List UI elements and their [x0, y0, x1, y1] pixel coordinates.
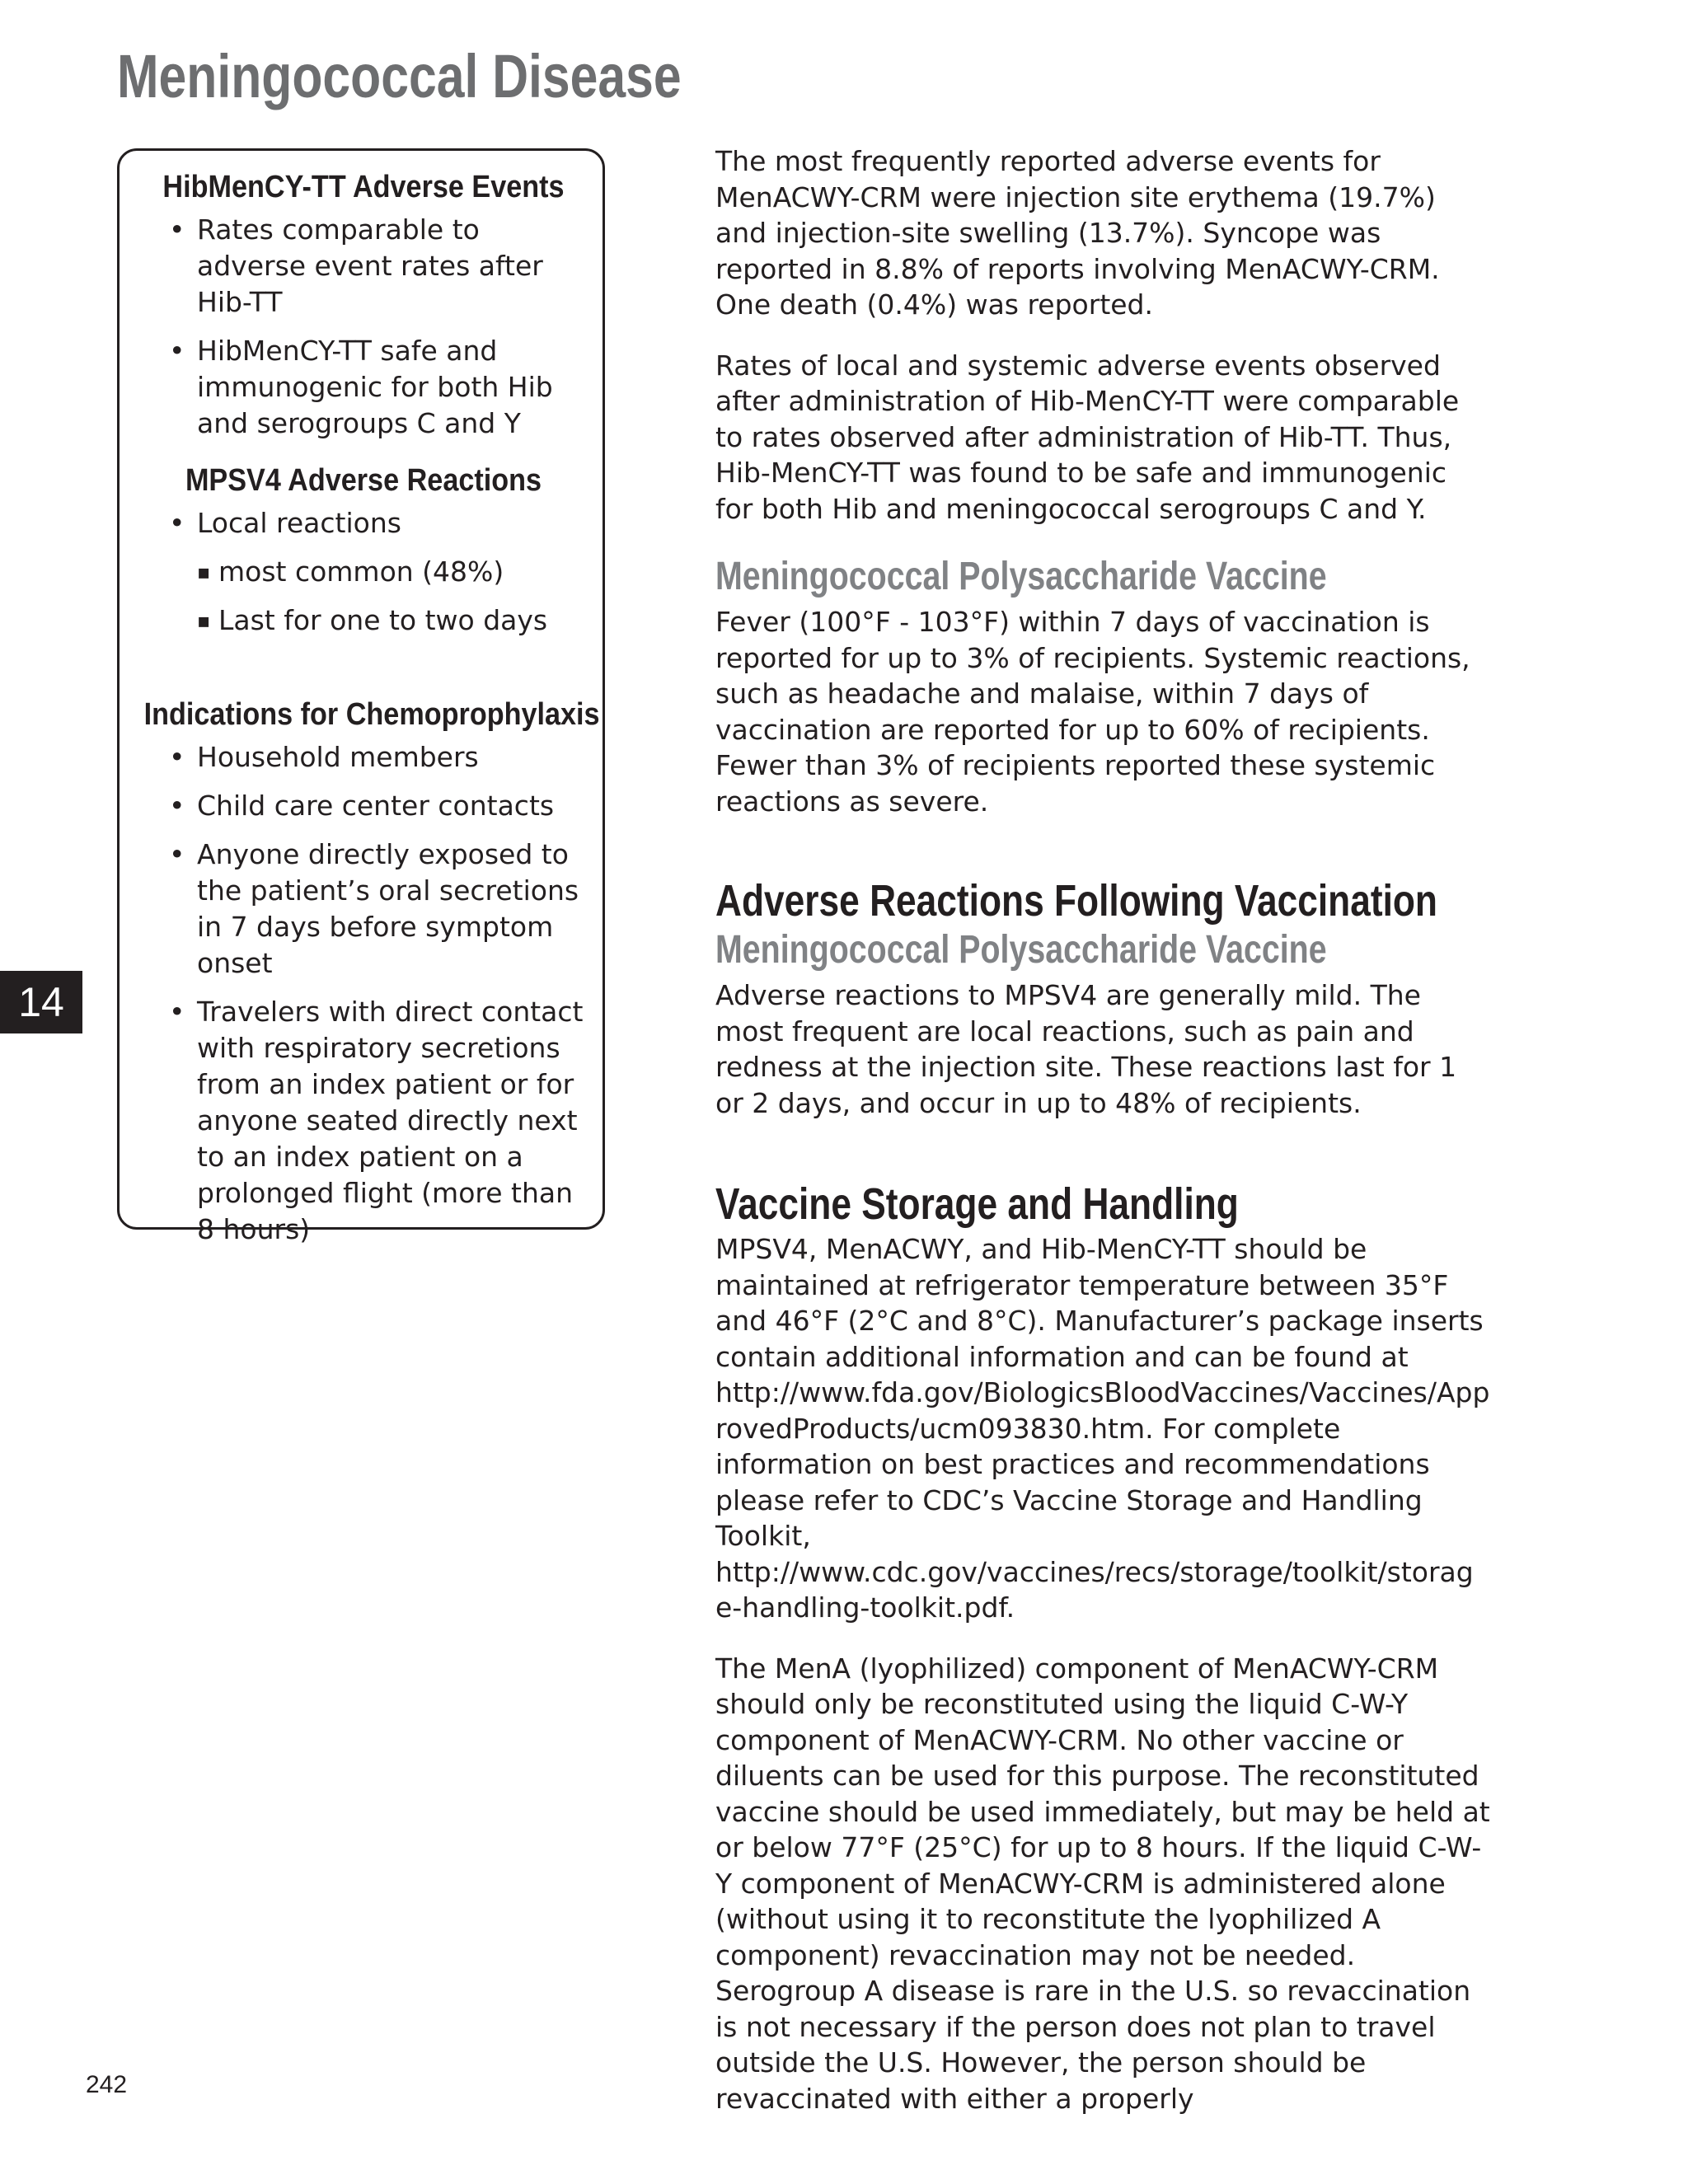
paragraph-mpsv-fever: Fever (100°F - 103°F) within 7 days of vaccination is reported for up to 3% of recipients. Systemic reactions, such as headache and malaise, within 7 days of vaccination are reported for up to 60% of recipients. Fewer than 3% of recipients reported these systemic reactions as severe. [715, 606, 1470, 818]
list-subitem: ▪ Last for one to two days [164, 602, 576, 639]
chapter-tab: 14 [0, 971, 82, 1033]
chemoprophylaxis-list [164, 739, 584, 1248]
hib-adverse-events-list [164, 212, 576, 442]
mpsv-subheading-2: Meningococcal Polysaccharide Vaccine [715, 928, 1327, 972]
page-number: 242 [86, 2071, 128, 2098]
paragraph-storage: MPSV4, MenACWY, and Hib-MenCY-TT should be maintained at refrigerator temperature between 35°F and 46°F (2°C and 8°C). Manufacturer’s package inserts contain additional information and can be found at http://www.fda.gov/BiologicsBloodVaccines/Vaccines/ApprovedProducts/ucm093830.htm. For complete information on best practices and recommendations please refer to CDC’s Vaccine Storage and Handling Toolkit, http://www.cdc.gov/vaccines/recs/storage/toolkit/storage-handling-toolkit.pdf. [715, 1233, 1490, 1624]
paragraph-hibmency-adverse-events: Rates of local and systemic adverse events observed after administration of Hib-MenCY-TT were comparable to rates observed after administration of Hib-TT. Thus, Hib-MenCY-TT was found to be safe and immunogenic for both Hib and meningococcal serogroups C and Y. [715, 349, 1460, 525]
paragraph-mpsv-adverse-reactions: Adverse reactions to MPSV4 are generally mild. The most frequent are local reactions, such as pain and redness at the injection site. These reactions last for 1 or 2 days, and occur in up to 48% of recipients. [715, 979, 1457, 1119]
list-item: • Child care center contacts [164, 788, 584, 824]
list-item: • Anyone directly exposed to the patient’s oral secretions in 7 days before symptom onset [164, 837, 584, 982]
mpsv4-adverse-reactions-heading: MPSV4 Adverse Reactions [185, 463, 542, 498]
hib-adverse-events-heading: HibMenCY-TT Adverse Events [162, 170, 565, 204]
page-title: Meningococcal Disease [117, 42, 682, 110]
list-item: • Household members [164, 739, 584, 776]
list-item: • Travelers with direct contact with respiratory secretions from an index patient or for anyone seated directly next to an index patient on a prolonged flight (more than 8 hours) [164, 994, 584, 1248]
sidebar-summary-box [117, 148, 605, 1245]
main-column [715, 143, 1490, 2116]
list-subitem: ▪ most common (48%) [164, 554, 576, 590]
mpsv4-adverse-reactions-list [164, 505, 576, 639]
list-item: • Local reactions [164, 505, 576, 541]
list-item: • HibMenCY-TT safe and immunogenic for both Hib and serogroups C and Y [164, 333, 576, 442]
chemoprophylaxis-heading: Indications for Chemoprophylaxis [143, 697, 600, 732]
adverse-reactions-heading: Adverse Reactions Following Vaccination [715, 876, 1437, 926]
list-item: • Rates comparable to adverse event rates after Hib-TT [164, 212, 576, 321]
storage-handling-heading: Vaccine Storage and Handling [715, 1179, 1239, 1229]
mpsv-subheading: Meningococcal Polysaccharide Vaccine [715, 555, 1327, 598]
paragraph-menacwy-adverse-events: The most frequently reported adverse events for MenACWY-CRM were injection site erythema (19.7%) and injection-site swelling (13.7%). Syncope was reported in 8.8% of reports involving MenACWY-CRM. One death (0.4%) was reported. [715, 145, 1440, 321]
paragraph-mena-reconstitution: The MenA (lyophilized) component of MenACWY-CRM should only be reconstituted using the liquid C-W-Y component of MenACWY-CRM. No other vaccine or diluents can be used for this purpose. The reconstituted vaccine should be used immediately, but may be held at or below 77°F (25°C) for up to 8 hours. If the liquid C-W-Y component of MenACWY-CRM is administered alone (without using it to reconstitute the lyophilized A component) revaccination may not be needed. Serogroup A disease is rare in the U.S. so revaccination is not necessary if the person does not plan to travel outside the U.S. However, the person should be revaccinated with either a properly [715, 1652, 1490, 2115]
